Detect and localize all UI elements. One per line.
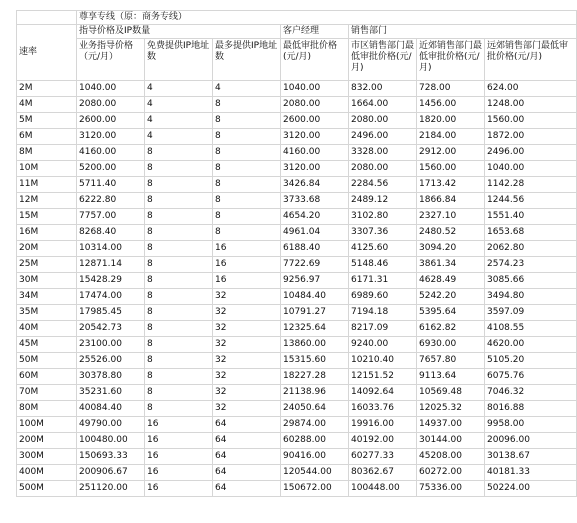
guide-price-cell: 8268.40 — [77, 225, 145, 241]
free-ip-cell: 8 — [145, 401, 213, 417]
outer-suburban-min-price-cell: 2574.23 — [485, 257, 577, 273]
max-ip-cell: 8 — [213, 97, 281, 113]
free-ip-cell: 8 — [145, 353, 213, 369]
max-ip-cell: 8 — [213, 145, 281, 161]
sales-dept-header: 销售部门 — [349, 25, 577, 39]
max-ip-cell: 32 — [213, 401, 281, 417]
rate-cell: 5M — [17, 113, 77, 129]
rate-cell: 60M — [17, 369, 77, 385]
rate-cell: 500M — [17, 481, 77, 497]
rate-cell: 25M — [17, 257, 77, 273]
suburban-min-price-cell: 9113.64 — [417, 369, 485, 385]
guide-price-cell: 3120.00 — [77, 129, 145, 145]
suburban-min-price-cell: 75336.00 — [417, 481, 485, 497]
urban-min-price-cell: 40192.00 — [349, 433, 417, 449]
outer-suburban-min-price-cell: 1040.00 — [485, 161, 577, 177]
urban-min-price-cell: 3328.00 — [349, 145, 417, 161]
suburban-min-price-cell: 1713.42 — [417, 177, 485, 193]
manager-min-price-cell: 10791.27 — [281, 305, 349, 321]
outer-suburban-min-price-cell: 1560.00 — [485, 113, 577, 129]
table-row — [17, 97, 577, 113]
column-header-suburban-min-price: 近郊销售部门最低审批价格(元/月) — [417, 39, 485, 81]
guide-price-cell: 2080.00 — [77, 97, 145, 113]
manager-min-price-cell: 3733.68 — [281, 193, 349, 209]
urban-min-price-cell: 19916.00 — [349, 417, 417, 433]
max-ip-cell: 8 — [213, 177, 281, 193]
table-row — [17, 273, 577, 289]
outer-suburban-min-price-cell: 3494.80 — [485, 289, 577, 305]
table-row — [17, 129, 577, 145]
outer-suburban-min-price-cell: 4620.00 — [485, 337, 577, 353]
outer-suburban-min-price-cell: 5105.20 — [485, 353, 577, 369]
column-header-free-ip: 免费提供IP地址数 — [145, 39, 213, 81]
guide-price-cell: 5711.40 — [77, 177, 145, 193]
urban-min-price-cell: 2489.12 — [349, 193, 417, 209]
guide-group-header: 指导价格及IP数量 — [77, 25, 281, 39]
free-ip-cell: 8 — [145, 193, 213, 209]
urban-min-price-cell: 10210.40 — [349, 353, 417, 369]
guide-price-cell: 100480.00 — [77, 433, 145, 449]
suburban-min-price-cell: 1866.84 — [417, 193, 485, 209]
suburban-min-price-cell: 4628.49 — [417, 273, 485, 289]
table-row — [17, 305, 577, 321]
free-ip-cell: 8 — [145, 289, 213, 305]
table-row — [17, 385, 577, 401]
rate-cell: 35M — [17, 305, 77, 321]
rate-cell: 4M — [17, 97, 77, 113]
outer-suburban-min-price-cell: 20096.00 — [485, 433, 577, 449]
free-ip-cell: 8 — [145, 209, 213, 225]
max-ip-cell: 64 — [213, 481, 281, 497]
free-ip-cell: 4 — [145, 113, 213, 129]
rate-cell: 6M — [17, 129, 77, 145]
guide-price-cell: 251120.00 — [77, 481, 145, 497]
table-title: 尊享专线（原：商务专线） — [77, 11, 577, 25]
max-ip-cell: 8 — [213, 209, 281, 225]
manager-min-price-cell: 18227.28 — [281, 369, 349, 385]
manager-min-price-cell: 12325.64 — [281, 321, 349, 337]
urban-min-price-cell: 16033.76 — [349, 401, 417, 417]
free-ip-cell: 8 — [145, 305, 213, 321]
free-ip-cell: 8 — [145, 257, 213, 273]
free-ip-cell: 16 — [145, 433, 213, 449]
urban-min-price-cell: 3307.36 — [349, 225, 417, 241]
column-header-max-ip: 最多提供IP地址数 — [213, 39, 281, 81]
urban-min-price-cell: 60277.33 — [349, 449, 417, 465]
urban-min-price-cell: 4125.60 — [349, 241, 417, 257]
suburban-min-price-cell: 3861.34 — [417, 257, 485, 273]
outer-suburban-min-price-cell: 50224.00 — [485, 481, 577, 497]
manager-min-price-cell: 29874.00 — [281, 417, 349, 433]
max-ip-cell: 32 — [213, 289, 281, 305]
rate-cell: 10M — [17, 161, 77, 177]
urban-min-price-cell: 12151.52 — [349, 369, 417, 385]
outer-suburban-min-price-cell: 6075.76 — [485, 369, 577, 385]
table-row — [17, 417, 577, 433]
max-ip-cell: 8 — [213, 161, 281, 177]
table-row — [17, 337, 577, 353]
free-ip-cell: 4 — [145, 97, 213, 113]
manager-min-price-cell: 13860.00 — [281, 337, 349, 353]
manager-min-price-cell: 15315.60 — [281, 353, 349, 369]
suburban-min-price-cell: 45208.00 — [417, 449, 485, 465]
rate-cell: 40M — [17, 321, 77, 337]
manager-min-price-cell: 2600.00 — [281, 113, 349, 129]
table-row — [17, 289, 577, 305]
urban-min-price-cell: 100448.00 — [349, 481, 417, 497]
free-ip-cell: 16 — [145, 449, 213, 465]
outer-suburban-min-price-cell: 40181.33 — [485, 465, 577, 481]
free-ip-cell: 16 — [145, 417, 213, 433]
max-ip-cell: 64 — [213, 449, 281, 465]
suburban-min-price-cell: 2912.00 — [417, 145, 485, 161]
free-ip-cell: 8 — [145, 241, 213, 257]
suburban-min-price-cell: 12025.32 — [417, 401, 485, 417]
urban-min-price-cell: 7194.18 — [349, 305, 417, 321]
urban-min-price-cell: 2496.00 — [349, 129, 417, 145]
manager-min-price-cell: 6188.40 — [281, 241, 349, 257]
urban-min-price-cell: 2080.00 — [349, 161, 417, 177]
guide-price-cell: 15428.29 — [77, 273, 145, 289]
rate-header: 速率 — [17, 25, 77, 81]
max-ip-cell: 8 — [213, 225, 281, 241]
suburban-min-price-cell: 3094.20 — [417, 241, 485, 257]
table-row — [17, 369, 577, 385]
suburban-min-price-cell: 1456.00 — [417, 97, 485, 113]
outer-suburban-min-price-cell: 3597.09 — [485, 305, 577, 321]
table-row — [17, 257, 577, 273]
manager-min-price-cell: 2080.00 — [281, 97, 349, 113]
table-row — [17, 433, 577, 449]
rate-cell: 16M — [17, 225, 77, 241]
guide-price-cell: 35231.60 — [77, 385, 145, 401]
manager-header: 客户经理 — [281, 25, 349, 39]
outer-suburban-min-price-cell: 9958.00 — [485, 417, 577, 433]
manager-min-price-cell: 3426.84 — [281, 177, 349, 193]
guide-price-cell: 23100.00 — [77, 337, 145, 353]
free-ip-cell: 8 — [145, 225, 213, 241]
column-header-urban-min-price: 市区销售部门最低审批价格(元/月) — [349, 39, 417, 81]
rate-header-blank — [17, 11, 77, 25]
suburban-min-price-cell: 1820.00 — [417, 113, 485, 129]
guide-price-cell: 40084.40 — [77, 401, 145, 417]
max-ip-cell: 8 — [213, 129, 281, 145]
guide-price-cell: 10314.00 — [77, 241, 145, 257]
free-ip-cell: 8 — [145, 385, 213, 401]
rate-cell: 2M — [17, 81, 77, 97]
free-ip-cell: 8 — [145, 321, 213, 337]
max-ip-cell: 64 — [213, 465, 281, 481]
suburban-min-price-cell: 60272.00 — [417, 465, 485, 481]
price-table-container — [16, 10, 569, 497]
rate-cell: 50M — [17, 353, 77, 369]
manager-min-price-cell: 4160.00 — [281, 145, 349, 161]
max-ip-cell: 32 — [213, 321, 281, 337]
suburban-min-price-cell: 6930.00 — [417, 337, 485, 353]
max-ip-cell: 32 — [213, 305, 281, 321]
suburban-min-price-cell: 1560.00 — [417, 161, 485, 177]
urban-min-price-cell: 832.00 — [349, 81, 417, 97]
outer-suburban-min-price-cell: 1244.56 — [485, 193, 577, 209]
guide-price-cell: 30378.80 — [77, 369, 145, 385]
manager-min-price-cell: 90416.00 — [281, 449, 349, 465]
max-ip-cell: 16 — [213, 257, 281, 273]
max-ip-cell: 16 — [213, 241, 281, 257]
table-row — [17, 465, 577, 481]
guide-price-cell: 2600.00 — [77, 113, 145, 129]
rate-cell: 34M — [17, 289, 77, 305]
table-row — [17, 401, 577, 417]
table-row — [17, 193, 577, 209]
outer-suburban-min-price-cell: 624.00 — [485, 81, 577, 97]
urban-min-price-cell: 8217.09 — [349, 321, 417, 337]
max-ip-cell: 16 — [213, 273, 281, 289]
rate-cell: 80M — [17, 401, 77, 417]
rate-cell: 8M — [17, 145, 77, 161]
suburban-min-price-cell: 728.00 — [417, 81, 485, 97]
outer-suburban-min-price-cell: 4108.55 — [485, 321, 577, 337]
table-row — [17, 113, 577, 129]
max-ip-cell: 8 — [213, 193, 281, 209]
manager-min-price-cell: 7722.69 — [281, 257, 349, 273]
rate-cell: 11M — [17, 177, 77, 193]
rate-cell: 400M — [17, 465, 77, 481]
price-table — [16, 10, 577, 497]
manager-min-price-cell: 24050.64 — [281, 401, 349, 417]
outer-suburban-min-price-cell: 1551.40 — [485, 209, 577, 225]
rate-cell: 20M — [17, 241, 77, 257]
max-ip-cell: 8 — [213, 113, 281, 129]
free-ip-cell: 8 — [145, 337, 213, 353]
rate-cell: 300M — [17, 449, 77, 465]
free-ip-cell: 8 — [145, 145, 213, 161]
urban-min-price-cell: 2080.00 — [349, 113, 417, 129]
table-row — [17, 449, 577, 465]
table-row — [17, 209, 577, 225]
outer-suburban-min-price-cell: 8016.88 — [485, 401, 577, 417]
guide-price-cell: 17474.00 — [77, 289, 145, 305]
column-header-outer-suburban-min-price: 远郊销售部门最低审批价格(元/月) — [485, 39, 577, 81]
max-ip-cell: 64 — [213, 433, 281, 449]
suburban-min-price-cell: 6162.82 — [417, 321, 485, 337]
max-ip-cell: 4 — [213, 81, 281, 97]
rate-cell: 100M — [17, 417, 77, 433]
outer-suburban-min-price-cell: 1248.00 — [485, 97, 577, 113]
free-ip-cell: 16 — [145, 465, 213, 481]
outer-suburban-min-price-cell: 1872.00 — [485, 129, 577, 145]
outer-suburban-min-price-cell: 30138.67 — [485, 449, 577, 465]
guide-price-cell: 49790.00 — [77, 417, 145, 433]
guide-price-cell: 25526.00 — [77, 353, 145, 369]
guide-price-cell: 7757.00 — [77, 209, 145, 225]
suburban-min-price-cell: 10569.48 — [417, 385, 485, 401]
manager-min-price-cell: 21138.96 — [281, 385, 349, 401]
table-row — [17, 145, 577, 161]
outer-suburban-min-price-cell: 2496.00 — [485, 145, 577, 161]
manager-min-price-cell: 3120.00 — [281, 129, 349, 145]
urban-min-price-cell: 6171.31 — [349, 273, 417, 289]
rate-cell: 30M — [17, 273, 77, 289]
rate-cell: 12M — [17, 193, 77, 209]
free-ip-cell: 4 — [145, 81, 213, 97]
max-ip-cell: 32 — [213, 369, 281, 385]
suburban-min-price-cell: 7657.80 — [417, 353, 485, 369]
urban-min-price-cell: 14092.64 — [349, 385, 417, 401]
manager-min-price-cell: 9256.97 — [281, 273, 349, 289]
rate-cell: 70M — [17, 385, 77, 401]
suburban-min-price-cell: 14937.00 — [417, 417, 485, 433]
table-row — [17, 81, 577, 97]
guide-price-cell: 5200.00 — [77, 161, 145, 177]
suburban-min-price-cell: 2327.10 — [417, 209, 485, 225]
manager-min-price-cell: 4961.04 — [281, 225, 349, 241]
guide-price-cell: 150693.33 — [77, 449, 145, 465]
suburban-min-price-cell: 2480.52 — [417, 225, 485, 241]
table-row — [17, 353, 577, 369]
manager-min-price-cell: 60288.00 — [281, 433, 349, 449]
guide-price-cell: 200906.67 — [77, 465, 145, 481]
free-ip-cell: 8 — [145, 273, 213, 289]
urban-min-price-cell: 6989.60 — [349, 289, 417, 305]
free-ip-cell: 8 — [145, 369, 213, 385]
manager-min-price-cell: 4654.20 — [281, 209, 349, 225]
table-row — [17, 225, 577, 241]
guide-price-cell: 17985.45 — [77, 305, 145, 321]
max-ip-cell: 32 — [213, 385, 281, 401]
rate-cell: 200M — [17, 433, 77, 449]
outer-suburban-min-price-cell: 2062.80 — [485, 241, 577, 257]
guide-price-cell: 4160.00 — [77, 145, 145, 161]
rate-cell: 45M — [17, 337, 77, 353]
manager-min-price-cell: 1040.00 — [281, 81, 349, 97]
urban-min-price-cell: 5148.46 — [349, 257, 417, 273]
suburban-min-price-cell: 5242.20 — [417, 289, 485, 305]
table-row — [17, 177, 577, 193]
rate-cell: 15M — [17, 209, 77, 225]
free-ip-cell: 8 — [145, 177, 213, 193]
max-ip-cell: 32 — [213, 337, 281, 353]
urban-min-price-cell: 80362.67 — [349, 465, 417, 481]
guide-price-cell: 1040.00 — [77, 81, 145, 97]
outer-suburban-min-price-cell: 7046.32 — [485, 385, 577, 401]
column-header-guide-price: 业务指导价格（元/月） — [77, 39, 145, 81]
free-ip-cell: 4 — [145, 129, 213, 145]
guide-price-cell: 20542.73 — [77, 321, 145, 337]
suburban-min-price-cell: 30144.00 — [417, 433, 485, 449]
outer-suburban-min-price-cell: 3085.66 — [485, 273, 577, 289]
free-ip-cell: 16 — [145, 481, 213, 497]
column-header-manager-min-price: 最低审批价格(元/月) — [281, 39, 349, 81]
suburban-min-price-cell: 2184.00 — [417, 129, 485, 145]
table-row — [17, 481, 577, 497]
outer-suburban-min-price-cell: 1653.68 — [485, 225, 577, 241]
manager-min-price-cell: 150672.00 — [281, 481, 349, 497]
outer-suburban-min-price-cell: 1142.28 — [485, 177, 577, 193]
urban-min-price-cell: 3102.80 — [349, 209, 417, 225]
urban-min-price-cell: 9240.00 — [349, 337, 417, 353]
urban-min-price-cell: 2284.56 — [349, 177, 417, 193]
table-row — [17, 321, 577, 337]
suburban-min-price-cell: 5395.64 — [417, 305, 485, 321]
free-ip-cell: 8 — [145, 161, 213, 177]
urban-min-price-cell: 1664.00 — [349, 97, 417, 113]
manager-min-price-cell: 10484.40 — [281, 289, 349, 305]
max-ip-cell: 32 — [213, 353, 281, 369]
manager-min-price-cell: 120544.00 — [281, 465, 349, 481]
guide-price-cell: 6222.80 — [77, 193, 145, 209]
max-ip-cell: 64 — [213, 417, 281, 433]
table-row — [17, 161, 577, 177]
table-row — [17, 241, 577, 257]
guide-price-cell: 12871.14 — [77, 257, 145, 273]
manager-min-price-cell: 3120.00 — [281, 161, 349, 177]
